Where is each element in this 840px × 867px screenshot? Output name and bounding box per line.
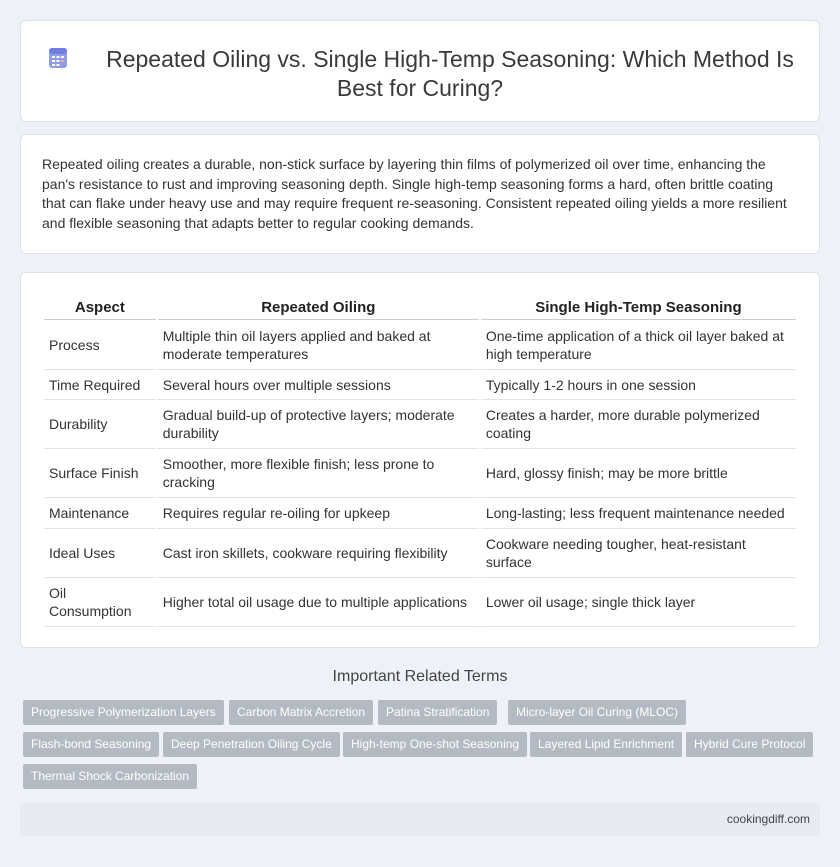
table-cell: Lower oil usage; single thick layer [481,578,796,627]
table-header-single-high-temp: Single High-Temp Seasoning [481,295,796,320]
tag-flash-bond-seasoning[interactable]: Flash-bond Seasoning [23,732,159,757]
table-header-aspect: Aspect [44,295,156,320]
comparison-table [42,295,798,627]
table-cell: Cookware needing tougher, heat-resistant surface [481,529,796,578]
table-header-repeated-oiling: Repeated Oiling [158,295,479,320]
table-cell: Requires regular re-oiling for upkeep [158,498,479,529]
intro-card [20,134,820,254]
table-row [44,400,796,449]
comparison-card [20,272,820,648]
table-cell: Creates a harder, more durable polymerized coating [481,400,796,449]
table-cell: Hard, glossy finish; may be more brittle [481,449,796,498]
header-card [20,20,820,122]
tag-high-temp-one-shot-seasoning[interactable]: High-temp One-shot Seasoning [343,732,527,757]
table-cell: Gradual build-up of protective layers; moderate durability [158,400,479,449]
related-terms-heading: Important Related Terms [332,668,508,685]
intro-paragraph: Repeated oiling creates a durable, non-stick surface by layering thin films of polymerized oil over time, enhancing the pan's resistance to rust and improving seasoning depth. Single high-temp seasoning forms a hard, often brittle coating that can flake under heavy use and may require frequent re-seasoning. Consistent repeated oiling yields a more resilient and flexible seasoning that adapts better to regular cooking demands. [42,156,787,231]
tag-layered-lipid-enrichment[interactable]: Layered Lipid Enrichment [530,732,682,757]
table-cell: Multiple thin oil layers applied and baked at moderate temperatures [158,320,479,370]
table-cell: Durability [44,400,156,449]
table-cell: Higher total oil usage due to multiple applications [158,578,479,627]
table-cell: Oil Consumption [44,578,156,627]
tag-deep-penetration-oiling-cycle[interactable]: Deep Penetration Oiling Cycle [163,732,340,757]
table-cell: Smoother, more flexible finish; less prone to cracking [158,449,479,498]
table-row [44,578,796,627]
table-cell: Maintenance [44,498,156,529]
tag-patina-stratification[interactable]: Patina Stratification [378,700,497,725]
table-row [44,449,796,498]
tag-carbon-matrix-accretion[interactable]: Carbon Matrix Accretion [229,700,373,725]
table-cell: Time Required [44,370,156,400]
table-cell: Ideal Uses [44,529,156,578]
footer-site-link[interactable]: cookingdiff.com [726,812,810,826]
table-cell: Several hours over multiple sessions [158,370,479,400]
table-cell: One-time application of a thick oil layer baked at high temperature [481,320,796,370]
table-row [44,529,796,578]
table-cell: Process [44,320,156,370]
tag-thermal-shock-carbonization[interactable]: Thermal Shock Carbonization [23,764,197,789]
table-header-row [44,295,796,320]
table-row [44,370,796,400]
table-cell: Surface Finish [44,449,156,498]
tag-hybrid-cure-protocol[interactable]: Hybrid Cure Protocol [686,732,813,757]
table-row [44,320,796,370]
footer [20,803,820,836]
tag-micro-layer-oil-curing[interactable]: Micro-layer Oil Curing (MLOC) [508,700,686,725]
tag-progressive-polymerization-layers[interactable]: Progressive Polymerization Layers [23,700,224,725]
page-title-text: Repeated Oiling vs. Single High-Temp Seasoning: Which Method Is Best for Curing? [106,46,794,101]
table-cell: Cast iron skillets, cookware requiring flexibility [158,529,479,578]
page-title [41,45,799,103]
document-icon [46,46,70,70]
table-row [44,498,796,529]
table-cell: Typically 1-2 hours in one session [481,370,796,400]
table-cell: Long-lasting; less frequent maintenance needed [481,498,796,529]
